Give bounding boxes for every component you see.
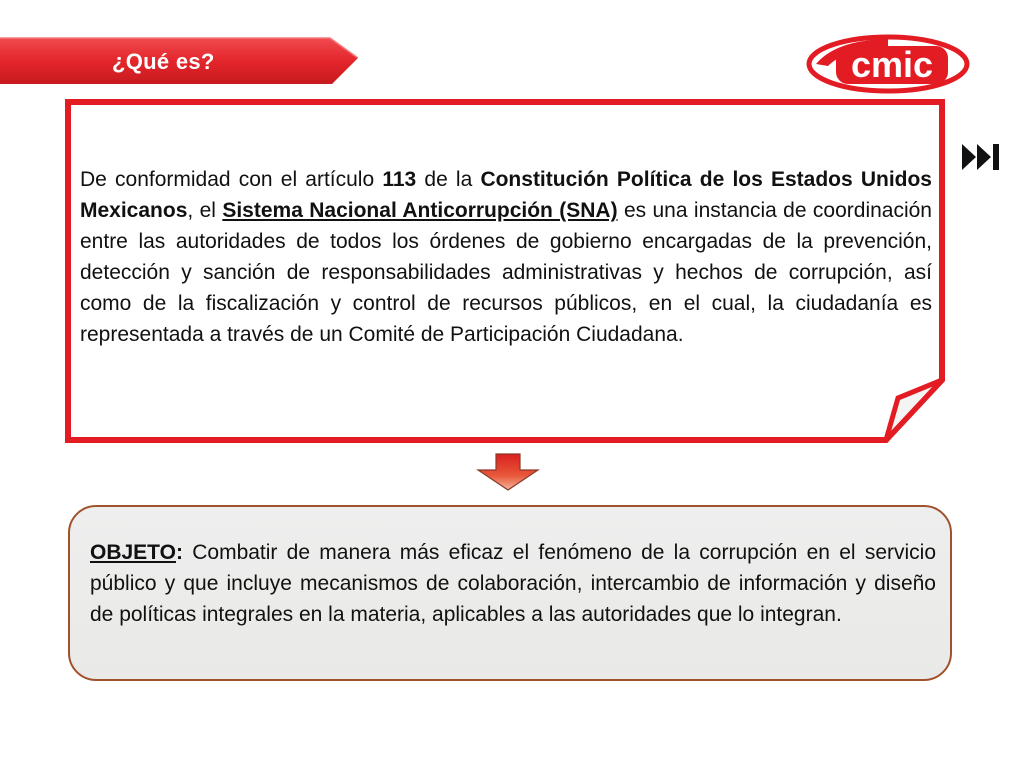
- cmic-logo: [806, 34, 970, 94]
- definition-box: [64, 98, 948, 444]
- objective-box: [68, 505, 952, 681]
- logo-text: cmic: [850, 44, 934, 85]
- skip-next-icon[interactable]: [960, 140, 1006, 174]
- arrow-down-icon: [474, 452, 542, 492]
- objective-text: OBJETO: Combatir de manera más eficaz el fenómeno de la corrupción en el servicio público y que incluye mecanismos de colaboración, intercambio de información y diseño de políticas integrales en la materia, aplicables a las autoridades que lo integran.: [90, 541, 936, 626]
- objective-label: OBJETO: [90, 541, 176, 564]
- page-title: ¿Qué es?: [112, 49, 215, 74]
- article-number: 113: [382, 168, 417, 191]
- title-ribbon: [0, 36, 360, 86]
- definition-text: De conformidad con el artículo 113 de la Constitución Política de los Estados Unidos Mexicanos, el Sistema Nacional Anticorrupción (SNA) es una instancia de coordinación entre las autoridades de todos los órdenes de gobierno encargadas de la prevención, detección y sanción de responsabilidades administrativas y hechos de corrupción, así como de la fiscalización y control de recursos públicos, en el cual, la ciudadanía es representada a través de un Comité de Participación Ciudadana.: [80, 168, 932, 346]
- sna-name: Sistema Nacional Anticorrupción (SNA): [222, 199, 618, 222]
- constitution-name: Constitución Política de los Estados Unidos Mexicanos: [80, 168, 932, 222]
